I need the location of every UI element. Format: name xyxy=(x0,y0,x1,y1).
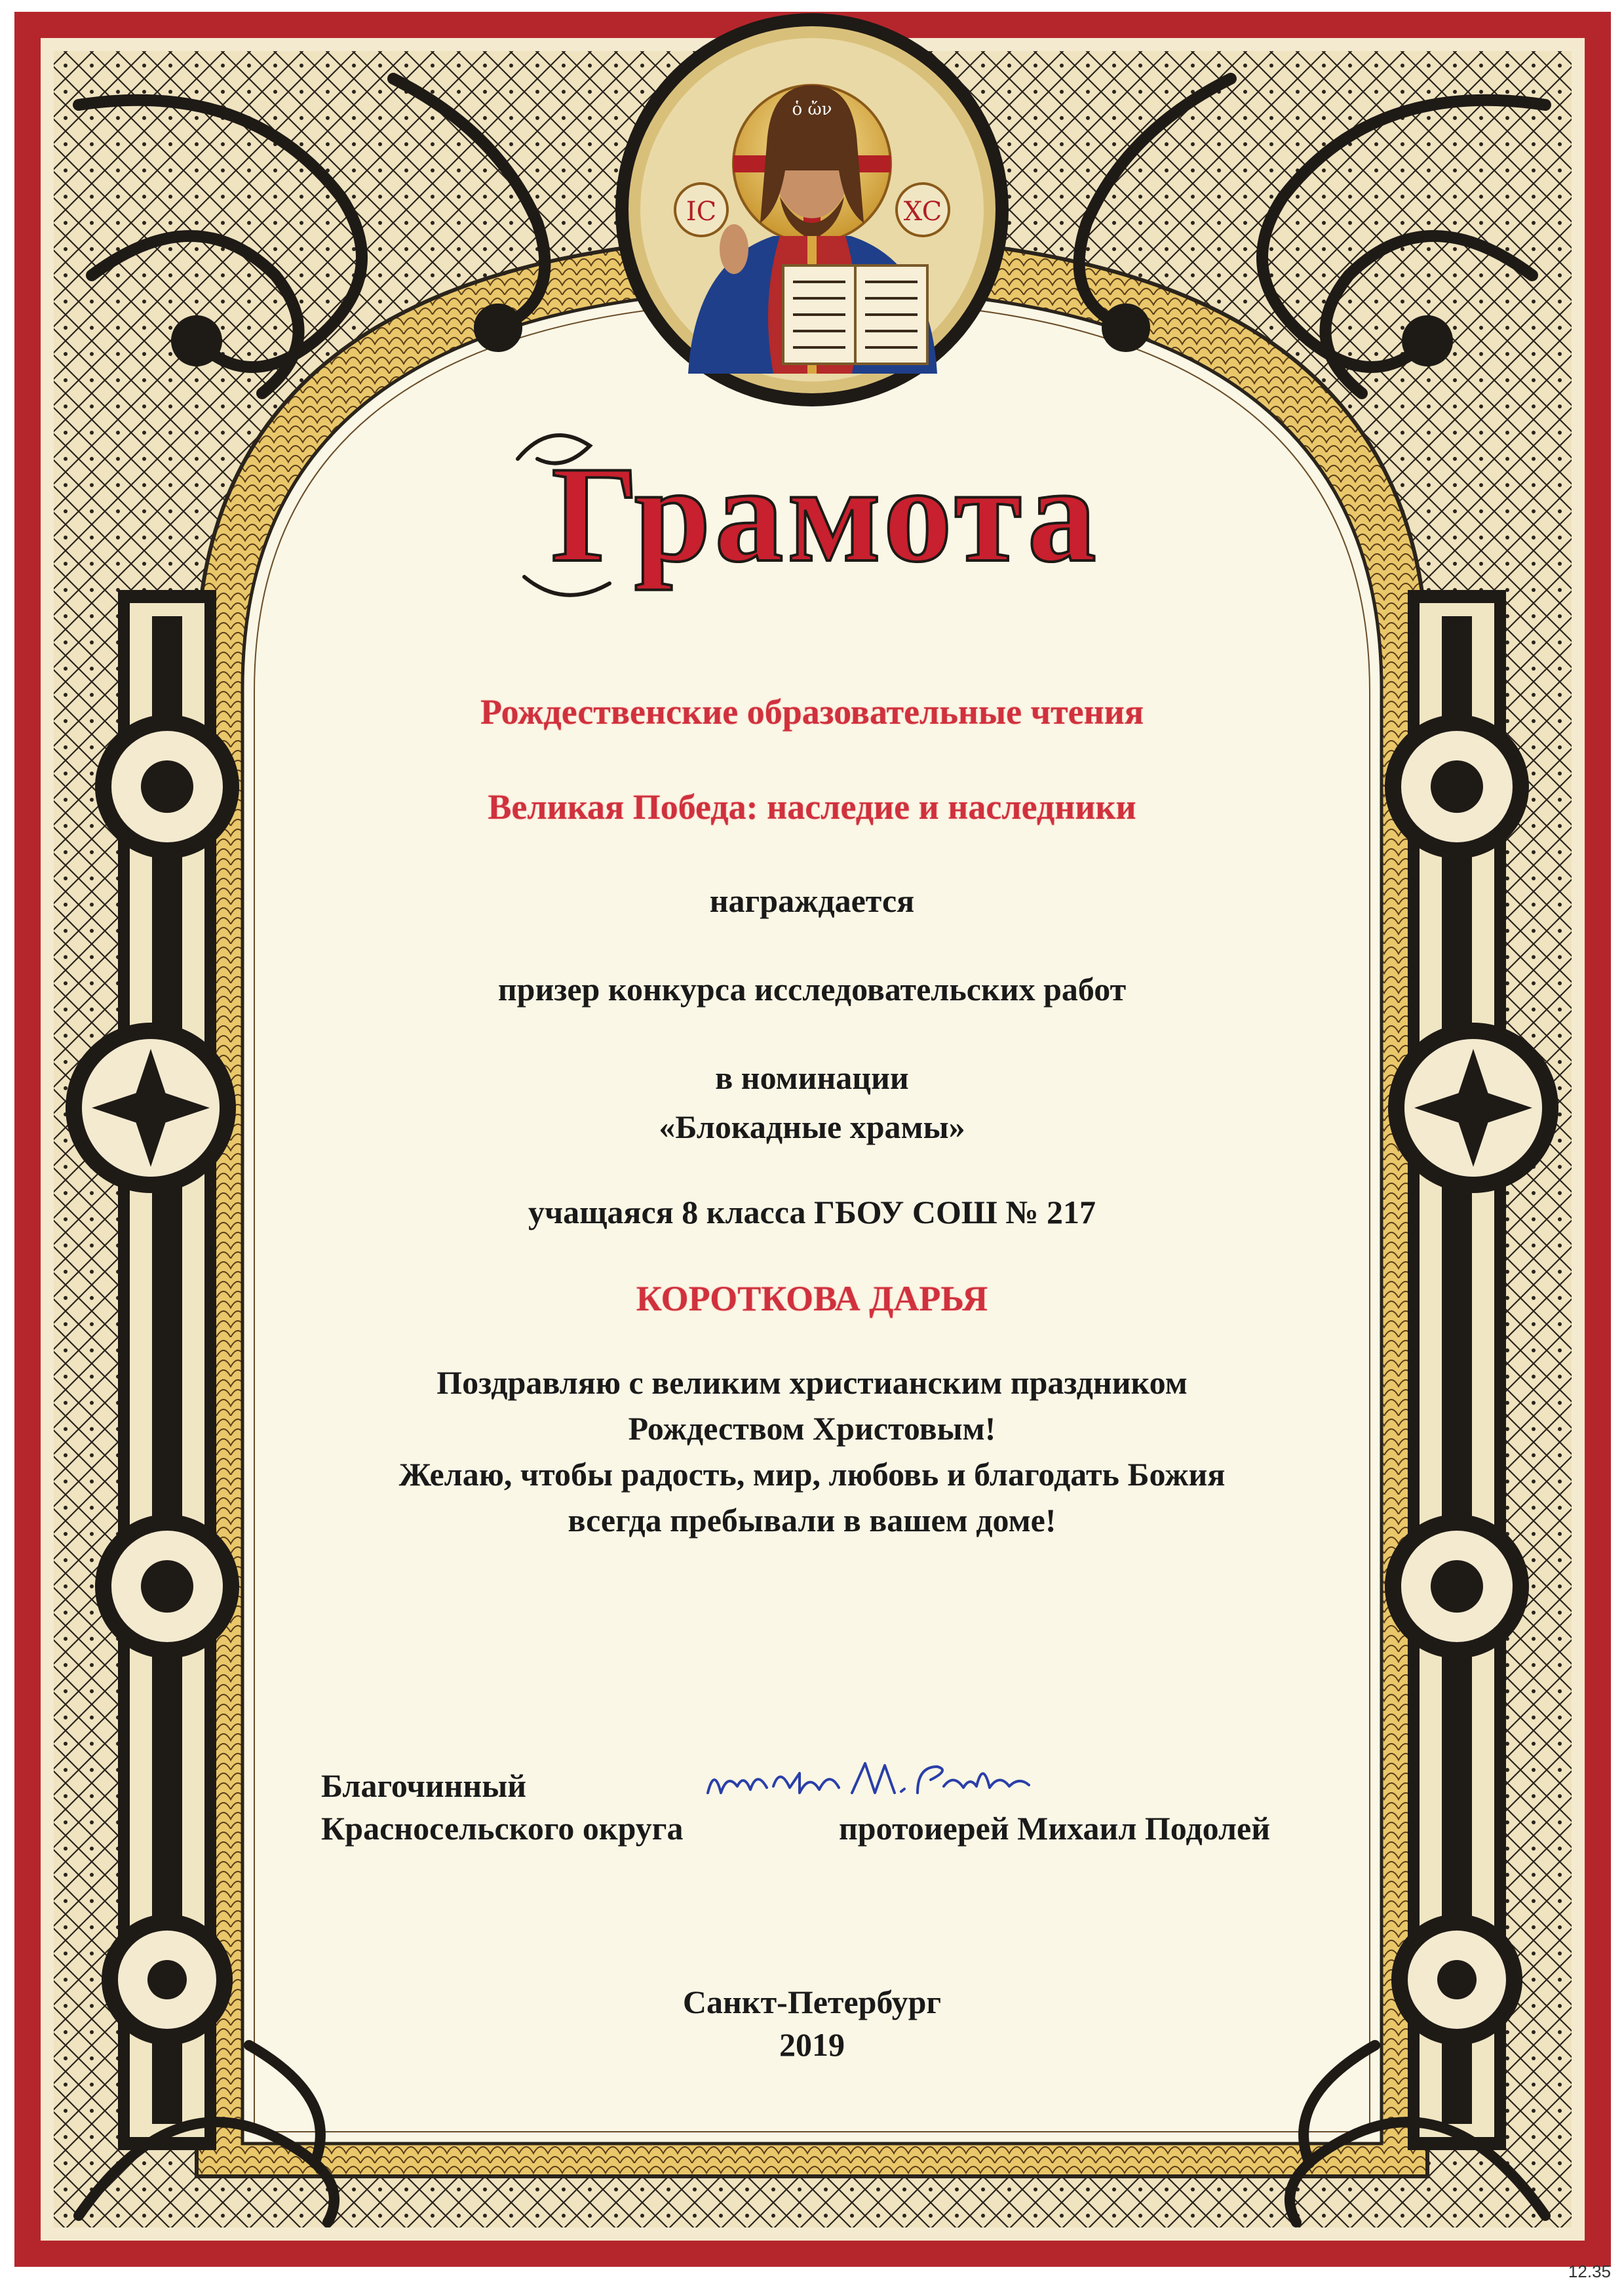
recipient-name: КОРОТКОВА ДАРЬЯ xyxy=(636,1279,988,1318)
icon-letters-left: IC xyxy=(686,197,717,227)
awarded-label: награждается xyxy=(709,882,915,919)
icon-halo-letters: ὁ ὤν xyxy=(792,100,832,119)
greeting-line-4: всегда пребывали в вашем доме! xyxy=(568,1502,1056,1539)
greeting-line-3: Желаю, чтобы радость, мир, любовь и благодать Божия xyxy=(398,1456,1226,1493)
signer-name: протоиерей Михаил Подолей xyxy=(839,1810,1271,1847)
signer-title-2: Красносельского округа xyxy=(321,1810,684,1847)
greeting-line-2: Рождеством Христовым! xyxy=(628,1410,996,1447)
student-line: учащаяся 8 класса ГБОУ СОШ № 217 xyxy=(528,1194,1096,1230)
greeting-line-1: Поздравляю с великим христианским праздником xyxy=(436,1364,1188,1401)
event-theme: Великая Победа: наследие и наследники xyxy=(488,787,1136,827)
christ-pantocrator-icon xyxy=(615,13,1009,406)
city: Санкт-Петербург xyxy=(682,1984,942,2020)
nomination-name: «Блокадные храмы» xyxy=(659,1108,965,1145)
signer-title-1: Благочинный xyxy=(321,1767,527,1804)
handwritten-signature xyxy=(701,1747,1042,1819)
document-title xyxy=(498,426,1153,603)
award-line: призер конкурса исследовательских работ xyxy=(497,971,1127,1008)
year: 2019 xyxy=(779,2026,845,2063)
icon-letters-right: XC xyxy=(903,197,942,227)
corner-stamp: 12.35 xyxy=(1568,2262,1611,2281)
event-name: Рождественские образовательные чтения xyxy=(480,692,1144,732)
nomination-prefix: в номинации xyxy=(715,1059,909,1096)
title-text: Грамота xyxy=(551,439,1100,591)
